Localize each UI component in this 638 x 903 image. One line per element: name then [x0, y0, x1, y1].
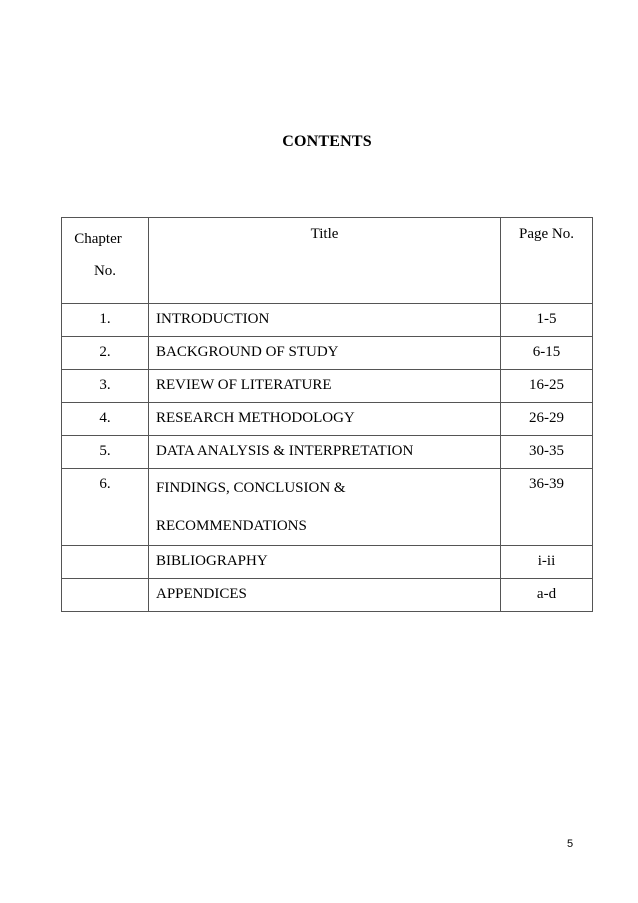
chapter-title: BIBLIOGRAPHY — [149, 546, 501, 579]
chapter-title: INTRODUCTION — [149, 304, 501, 337]
chapter-title — [149, 469, 501, 546]
header-page-no: Page No. — [501, 218, 593, 304]
chapter-number: 1. — [62, 304, 149, 337]
chapter-number: 2. — [62, 337, 149, 370]
chapter-title: APPENDICES — [149, 579, 501, 612]
page-number: 5 — [567, 838, 574, 850]
chapter-number: 4. — [62, 403, 149, 436]
table-row — [62, 546, 593, 579]
table-row — [62, 579, 593, 612]
table-row — [62, 436, 593, 469]
page-range: 26-29 — [501, 403, 593, 436]
chapter-title-line: RECOMMENDATIONS — [156, 518, 307, 534]
page-range: a-d — [501, 579, 593, 612]
page-title: CONTENTS — [282, 133, 372, 150]
page-range: 16-25 — [501, 370, 593, 403]
table-row — [62, 469, 593, 546]
table-header-row — [62, 218, 593, 304]
header-no-label: No. — [93, 263, 117, 279]
chapter-title: REVIEW OF LITERATURE — [149, 370, 501, 403]
table-row — [62, 370, 593, 403]
header-title: Title — [149, 218, 501, 304]
page-range: i-ii — [501, 546, 593, 579]
chapter-number — [62, 546, 149, 579]
chapter-number: 5. — [62, 436, 149, 469]
chapter-title: DATA ANALYSIS & INTERPRETATION — [149, 436, 501, 469]
page-range: 36-39 — [501, 469, 593, 546]
header-chapter-no — [62, 218, 149, 304]
table-row — [62, 304, 593, 337]
table-row — [62, 403, 593, 436]
header-chapter-label: Chapter — [74, 231, 122, 247]
chapter-title: RESEARCH METHODOLOGY — [149, 403, 501, 436]
page-range: 30-35 — [501, 436, 593, 469]
chapter-title: BACKGROUND OF STUDY — [149, 337, 501, 370]
chapter-title-line: FINDINGS, CONCLUSION & — [156, 480, 346, 496]
chapter-number — [62, 579, 149, 612]
page-range: 1-5 — [501, 304, 593, 337]
chapter-number: 3. — [62, 370, 149, 403]
page-range: 6-15 — [501, 337, 593, 370]
chapter-number: 6. — [62, 469, 149, 546]
table-row — [62, 337, 593, 370]
contents-table — [61, 217, 593, 612]
